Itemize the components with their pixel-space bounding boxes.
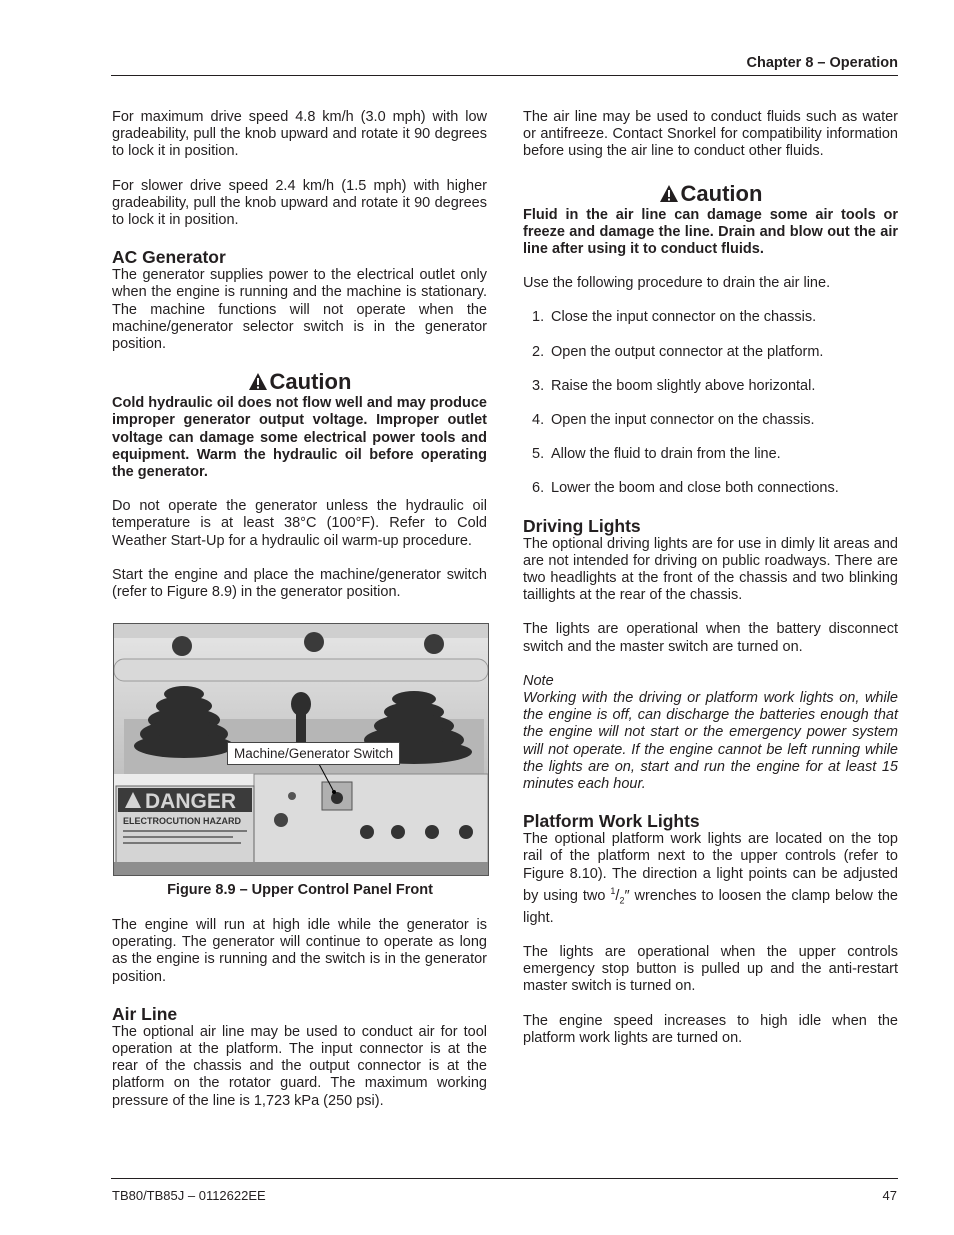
paragraph-work-lights-operational: The lights are operational when the upper controls emergency stop button is pulled up and the anti-restart master switch is turned on. bbox=[523, 944, 898, 995]
paragraph-slow-speed: For slower drive speed 2.4 km/h (1.5 mph) with higher gradeability, pull the knob upward and rotate it 90 degrees to lock it in position. bbox=[112, 177, 487, 229]
list-item: 3. Raise the boom slightly above horizontal. bbox=[532, 377, 816, 394]
note-text: Working with the driving or platform work lights on, while the engine is off, can discharge the batteries enough that the engine will not start or the emergency power system will not operate. If the engine cannot be left running while the lights are on, start and run the engine for at least 15 minutes each hour. bbox=[523, 690, 898, 793]
footer-rule bbox=[111, 1178, 898, 1179]
drain-steps-list bbox=[523, 309, 898, 497]
paragraph-ac-generator: The generator supplies power to the electrical outlet only when the engine is running and the machine is stationary. The machine functions will not operate when the machine/generator selector switch is in the generator position. bbox=[112, 267, 487, 353]
caution-heading-right bbox=[523, 181, 898, 207]
heading-ac-generator: AC Generator bbox=[112, 247, 226, 268]
list-item: 5. Allow the fluid to drain from the line. bbox=[532, 446, 781, 463]
caution-text-air-line: Fluid in the air line can damage some air tools or freeze and damage the line. Drain and blow out the air line after using it to conduct fluids. bbox=[523, 206, 898, 258]
list-item: 6. Lower the boom and close both connections. bbox=[532, 480, 839, 497]
left-column-bottom bbox=[112, 917, 487, 1110]
note-label: Note bbox=[523, 672, 554, 689]
list-item: 4. Open the input connector on the chassis. bbox=[532, 412, 815, 429]
paragraph-engine-speed: The engine speed increases to high idle when the platform work lights are turned on. bbox=[523, 1012, 898, 1046]
paragraph-high-idle: The engine will run at high idle while the generator is operating. The generator will continue to operate as long as the engine is running and the switch is in the generator position. bbox=[112, 917, 487, 985]
paragraph-procedure: Use the following procedure to drain the air line. bbox=[523, 275, 831, 292]
caution-heading bbox=[112, 369, 487, 395]
right-column bbox=[523, 109, 898, 1047]
paragraph-driving-lights: The optional driving lights are for use in dimly lit areas and are not intended for driving on public roadways. There are two headlights at the front of the chassis and two blinking taillights at the rear of the chassis. bbox=[523, 535, 898, 604]
figure-upper-control-panel bbox=[113, 623, 489, 876]
paragraph-start-engine: Start the engine and place the machine/generator switch (refer to Figure 8.9) in the generator position. bbox=[112, 566, 487, 601]
caution-title-right: Caution bbox=[680, 180, 763, 206]
left-column bbox=[112, 109, 487, 601]
header-rule bbox=[111, 75, 898, 76]
danger-placard-subtitle: ELECTROCUTION HAZARD bbox=[123, 816, 241, 826]
chapter-header: Chapter 8 – Operation bbox=[746, 55, 898, 71]
paragraph-lights-operational: The lights are operational when the battery disconnect switch and the master switch are turned on. bbox=[523, 621, 898, 655]
paragraph-air-line: The optional air line may be used to conduct air for tool operation at the platform. The input connector is at the rear of the chassis and the output connector is at the platform on the rotator guard. The maximum working pressure of the line is 1,723 kPa (250 psi). bbox=[112, 1023, 487, 1109]
list-item: 2. Open the output connector at the platform. bbox=[532, 343, 824, 360]
paragraph-max-speed: For maximum drive speed 4.8 km/h (3.0 mph) with low gradeability, pull the knob upward and rotate it 90 degrees to lock it in position. bbox=[112, 109, 487, 160]
heading-air-line: Air Line bbox=[112, 1003, 178, 1024]
danger-placard-title: DANGER bbox=[145, 790, 237, 813]
caution-text-hydraulic: Cold hydraulic oil does not flow well and may produce improper generator output voltage. Improper outlet voltage can damage some electrical power tools and equipment. Warm the hydraulic oil before operating the generator. bbox=[112, 395, 487, 481]
paragraph-platform-work-lights: The optional platform work lights are located on the top rail of the platform next to the upper controls (refer to Figure 8.10). The direction a light points can be adjusted by using two $^1/_2''$ wrenches to loosen the clamp below the light. bbox=[523, 831, 898, 926]
warning-triangle-icon bbox=[659, 184, 679, 203]
footer-model: TB80/TB85J – 0112622EE bbox=[112, 1188, 266, 1203]
figure-caption: Figure 8.9 – Upper Control Panel Front bbox=[167, 882, 433, 898]
warning-triangle-icon bbox=[248, 372, 268, 391]
page-number: 47 bbox=[882, 1188, 897, 1203]
caution-title: Caution bbox=[269, 369, 352, 395]
list-item: 1. Close the input connector on the chassis. bbox=[532, 309, 817, 326]
heading-driving-lights: Driving Lights bbox=[523, 515, 641, 536]
paragraph-oil-temp: Do not operate the generator unless the hydraulic oil temperature is at least 38°C (100°F). Refer to Cold Weather Start-Up for a hydraulic oil warm-up procedure. bbox=[112, 498, 487, 549]
paragraph-fluids: The air line may be used to conduct fluids such as water or antifreeze. Contact Snorkel for compatibility information before using the air line to conduct other fluids. bbox=[523, 109, 898, 160]
heading-platform-work-lights: Platform Work Lights bbox=[523, 811, 700, 832]
figure-callout-label: Machine/Generator Switch bbox=[227, 742, 400, 765]
